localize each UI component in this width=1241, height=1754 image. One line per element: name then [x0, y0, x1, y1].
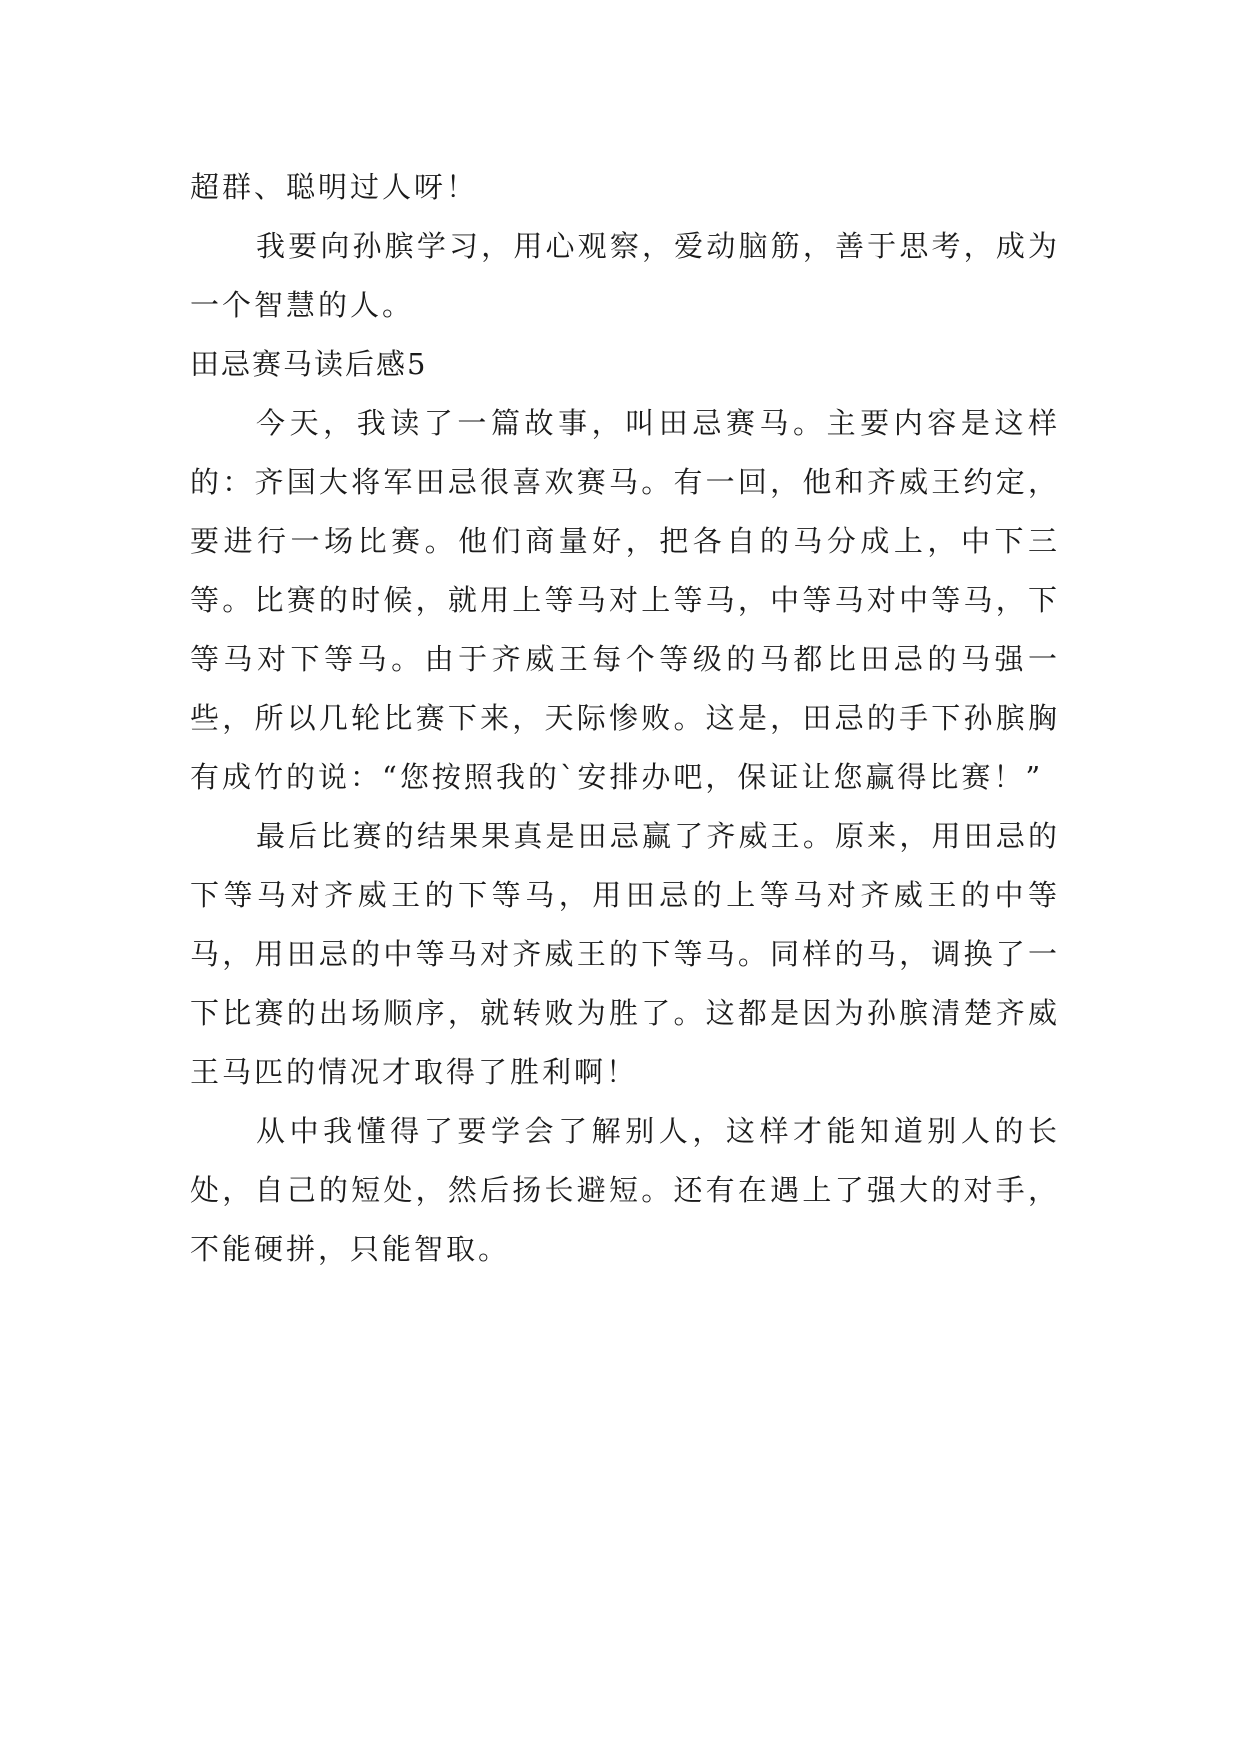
section-title: 田忌赛马读后感5	[190, 347, 428, 381]
paragraph-story-summary: 今天，我读了一篇故事，叫田忌赛马。主要内容是这样的：齐国大将军田忌很喜欢赛马。有一回，他和齐威王约定，要进行一场比赛。他们商量好，把各自的马分成上，中下三等。比赛的时候，就用上等马对上等马，中等马对中等马，下等马对下等马。由于齐威王每个等级的马都比田忌的马强一些，所以几轮比赛下来，天际惨败。这是，田忌的手下孙膑胸有成竹的说：“您按照我的`安排办吧，保证让您赢得比赛！”	[190, 406, 1060, 794]
paragraph-lesson: 从中我懂得了要学会了解别人，这样才能知道别人的长处，自己的短处，然后扬长避短。还有在遇上了强大的对手，不能硬拼，只能智取。	[190, 1114, 1060, 1266]
paragraph-race-result: 最后比赛的结果果真是田忌赢了齐威王。原来，用田忌的下等马对齐威王的下等马，用田忌的上等马对齐威王的中等马，用田忌的中等马对齐威王的下等马。同样的马，调换了一下比赛的出场顺序，就转败为胜了。这都是因为孙膑清楚齐威王马匹的情况才取得了胜利啊！	[190, 819, 1060, 1089]
document-body	[190, 158, 1060, 1279]
paragraph-learn-from-sun-bin: 我要向孙膑学习，用心观察，爱动脑筋，善于思考，成为一个智慧的人。	[190, 229, 1060, 322]
paragraph-continuation: 超群、聪明过人呀！	[190, 170, 479, 204]
